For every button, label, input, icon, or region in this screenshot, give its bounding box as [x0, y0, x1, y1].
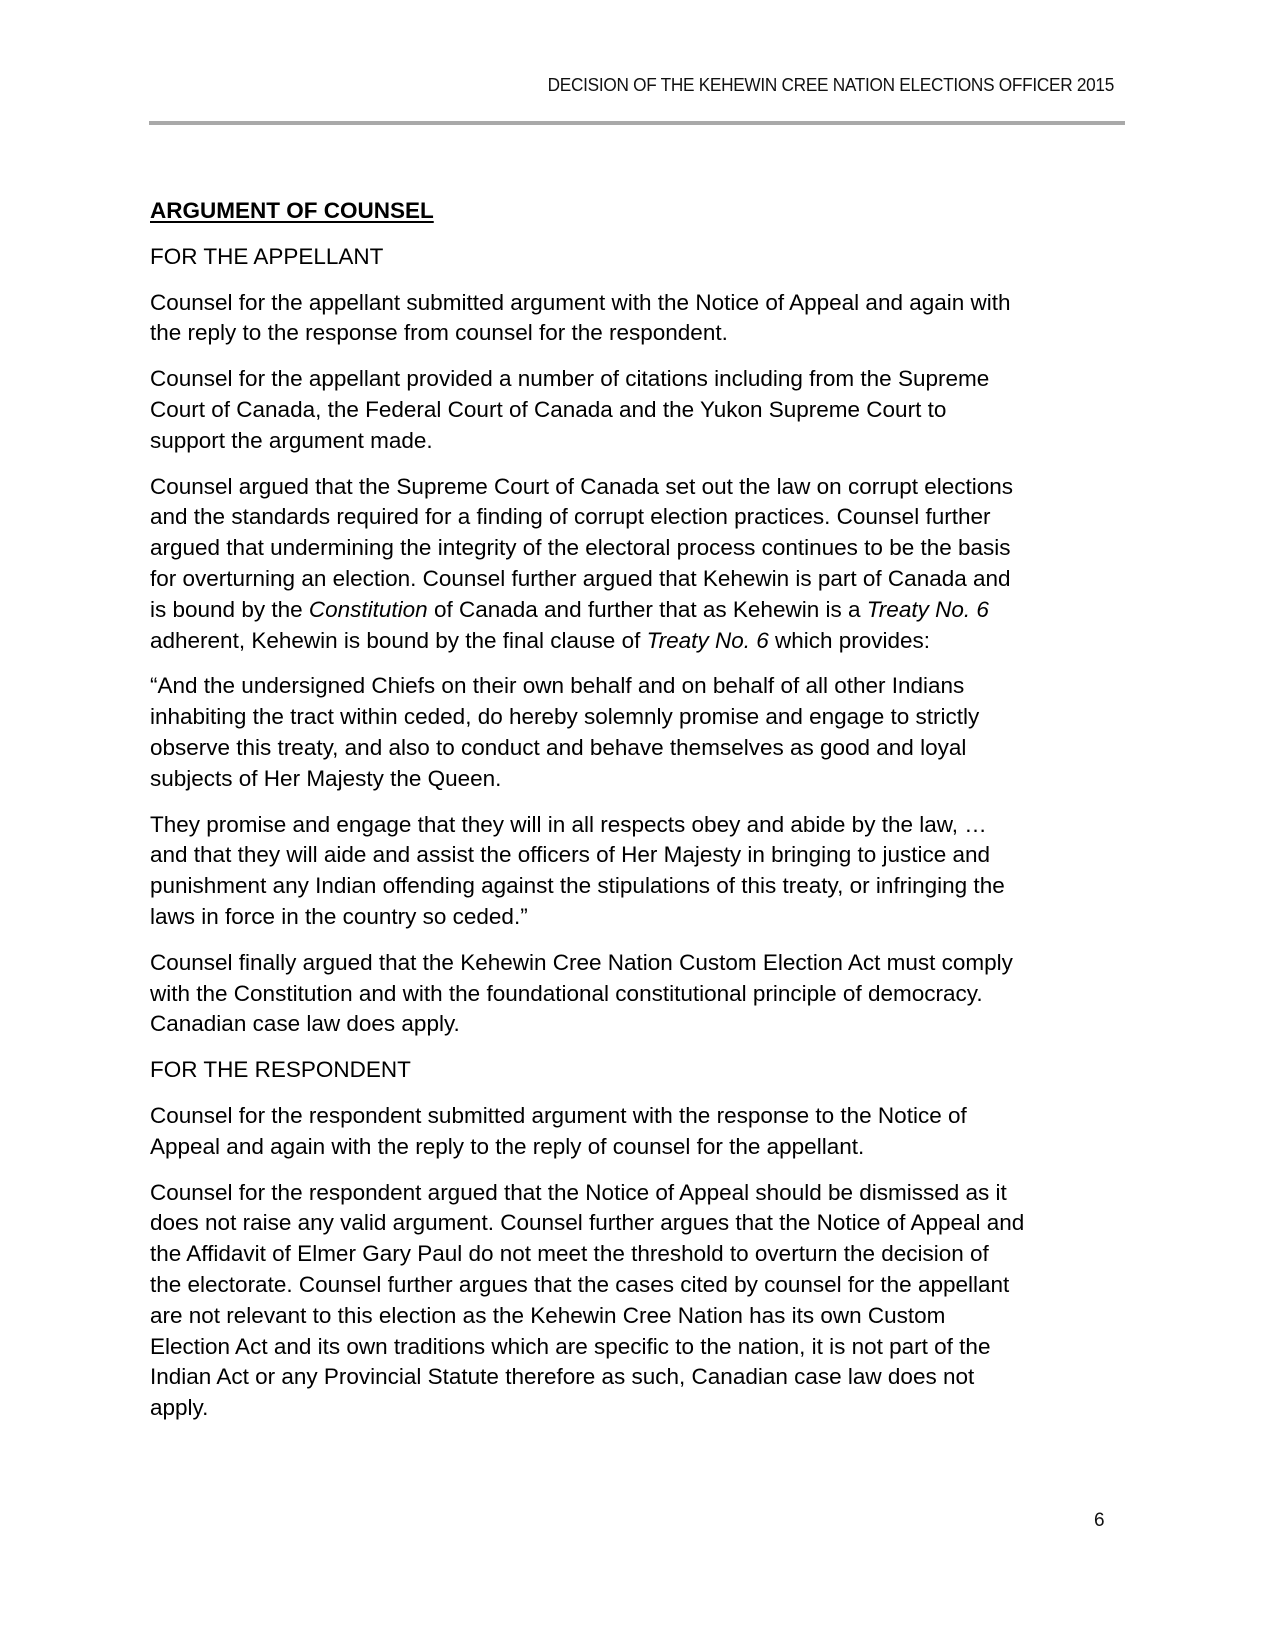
appellant-subheading: FOR THE APPELLANT: [150, 243, 384, 269]
text-line: and the standards required for a finding of corrupt election practices. Counsel further: [150, 504, 991, 530]
text-line: argued that undermining the integrity of the electoral process continues to be the basis: [150, 535, 1011, 561]
appellant-paragraph-1: [150, 288, 1125, 350]
text-line: apply.: [150, 1395, 209, 1421]
text-line: for overturning an election. Counsel further argued that Kehewin is part of Canada and: [150, 565, 1011, 591]
respondent-paragraph-2: [150, 1178, 1125, 1424]
text-line: They promise and engage that they will in all respects obey and abide by the law, …: [150, 811, 987, 837]
text-line: observe this treaty, and also to conduct and behave themselves as good and loyal: [150, 734, 967, 760]
text-line: Counsel for the respondent argued that the Notice of Appeal should be dismissed as it: [150, 1179, 1007, 1205]
italic-treaty: Treaty No. 6: [646, 627, 769, 653]
text-line: Counsel argued that the Supreme Court of Canada set out the law on corrupt elections: [150, 473, 1014, 499]
appellant-paragraph-4: [150, 948, 1125, 1040]
treaty-quote-1: [150, 671, 1125, 794]
text-run: is bound by the: [150, 596, 309, 622]
text-line: [150, 595, 1125, 626]
treaty-quote-2: [150, 810, 1125, 933]
text-line: Counsel finally argued that the Kehewin Cree Nation Custom Election Act must comply: [150, 949, 1013, 975]
text-line: support the argument made.: [150, 427, 433, 453]
section-heading: ARGUMENT OF COUNSEL: [150, 198, 434, 223]
text-run: of Canada and further that as Kehewin is a: [427, 596, 867, 622]
text-line: laws in force in the country so ceded.”: [150, 903, 528, 929]
text-run: adherent, Kehewin is bound by the final clause of: [150, 627, 647, 653]
text-line: Counsel for the appellant provided a number of citations including from the Supreme: [150, 366, 990, 392]
respondent-paragraph-1: [150, 1101, 1125, 1163]
text-line: the reply to the response from counsel for the respondent.: [150, 320, 728, 346]
page-number: 6: [1094, 1510, 1105, 1531]
header-divider: [149, 121, 1125, 125]
text-line: are not relevant to this election as the Kehewin Cree Nation has its own Custom: [150, 1302, 946, 1328]
text-line: [150, 626, 1125, 657]
appellant-paragraph-3: [150, 472, 1125, 657]
italic-treaty: Treaty No. 6: [866, 596, 989, 622]
text-line: “And the undersigned Chiefs on their own behalf and on behalf of all other Indians: [150, 673, 965, 699]
appellant-paragraph-2: [150, 364, 1125, 456]
text-line: Indian Act or any Provincial Statute therefore as such, Canadian case law does not: [150, 1364, 975, 1390]
text-line: Counsel for the respondent submitted argument with the response to the Notice of: [150, 1102, 967, 1128]
text-line: with the Constitution and with the foundational constitutional principle of democracy.: [150, 980, 983, 1006]
text-line: and that they will aide and assist the officers of Her Majesty in bringing to justice and: [150, 842, 991, 868]
text-line: Court of Canada, the Federal Court of Canada and the Yukon Supreme Court to: [150, 396, 947, 422]
text-line: the electorate. Counsel further argues that the cases cited by counsel for the appellant: [150, 1271, 1010, 1297]
document-body: [150, 196, 1125, 1439]
text-line: Election Act and its own traditions which are specific to the nation, it is not part of the: [150, 1333, 991, 1359]
text-line: the Affidavit of Elmer Gary Paul do not meet the threshold to overturn the decision of: [150, 1241, 989, 1267]
page-header-title: DECISION OF THE KEHEWIN CREE NATION ELECTIONS OFFICER 2015: [547, 74, 1114, 95]
text-line: subjects of Her Majesty the Queen.: [150, 765, 502, 791]
respondent-subheading: FOR THE RESPONDENT: [150, 1057, 411, 1083]
italic-constitution: Constitution: [308, 596, 428, 622]
text-line: Canadian case law does apply.: [150, 1011, 460, 1037]
text-line: punishment any Indian offending against the stipulations of this treaty, or infringing the: [150, 873, 1005, 899]
text-run: which provides:: [768, 627, 931, 653]
text-line: inhabiting the tract within ceded, do hereby solemnly promise and engage to strictly: [150, 704, 980, 730]
text-line: does not raise any valid argument. Counsel further argues that the Notice of Appeal and: [150, 1210, 1025, 1236]
text-line: Counsel for the appellant submitted argument with the Notice of Appeal and again with: [150, 289, 1011, 315]
text-line: Appeal and again with the reply to the reply of counsel for the appellant.: [150, 1133, 865, 1159]
